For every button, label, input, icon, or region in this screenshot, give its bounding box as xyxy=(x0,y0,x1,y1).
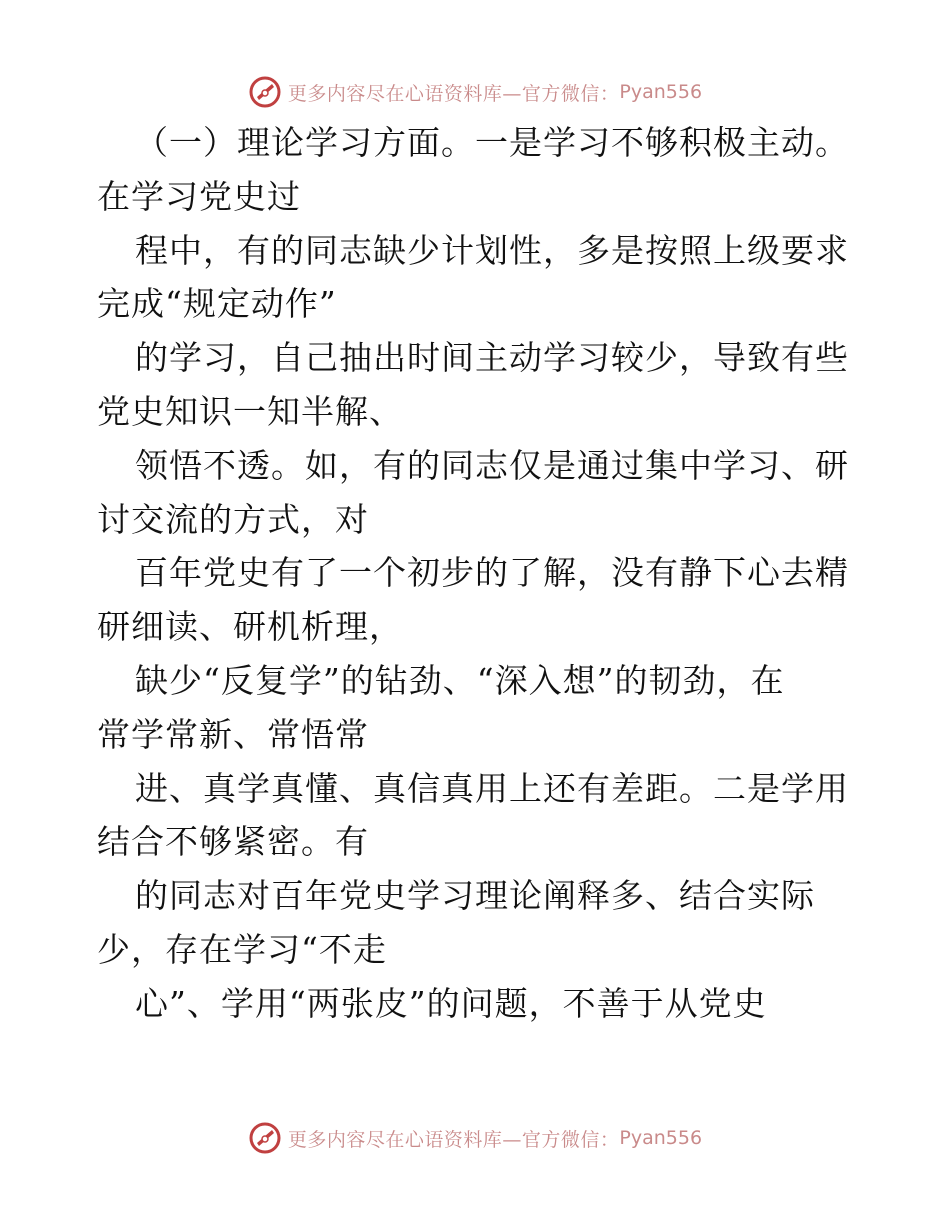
footer-watermark xyxy=(0,1118,950,1158)
body-line: 的同志对百年党史学习理论阐释多、结合实际 xyxy=(135,876,815,916)
header-watermark xyxy=(0,72,950,112)
body-line: 程中，有的同志缺少计划性，多是按照上级要求 xyxy=(135,230,849,270)
document-body xyxy=(97,116,857,1031)
body-line: 缺少“反复学”的钻劲、“深入想”的韧劲，在 xyxy=(135,660,785,700)
body-line: 领悟不透。如，有的同志仅是通过集中学习、研 xyxy=(135,445,849,485)
watermark-handle: Pyan556 xyxy=(619,1127,703,1149)
body-line: （一）理论学习方面。一是学习不够积极主动。 xyxy=(135,123,849,162)
body-line: 少，存在学习“不走 xyxy=(97,929,387,969)
logo-icon xyxy=(248,1121,282,1155)
watermark-text: 更多内容尽在心语资料库—官方微信： xyxy=(287,1128,620,1151)
watermark-handle: Pyan556 xyxy=(619,81,703,103)
logo-icon xyxy=(248,75,282,109)
body-line: 完成“规定动作” xyxy=(97,284,337,324)
body-line: 常学常新、常悟常 xyxy=(97,714,369,754)
body-line: 进、真学真懂、真信真用上还有差距。二是学用 xyxy=(135,768,849,808)
body-line: 百年党史有了一个初步的了解，没有静下心去精 xyxy=(135,553,849,593)
body-line: 心”、学用“两张皮”的问题，不善于从党史 xyxy=(135,983,767,1023)
body-line: 在学习党史过 xyxy=(97,176,301,216)
body-line: 党史知识一知半解、 xyxy=(97,391,403,431)
watermark-text: 更多内容尽在心语资料库—官方微信： xyxy=(287,82,620,105)
body-line: 讨交流的方式，对 xyxy=(97,499,369,539)
body-line: 研细读、研机析理， xyxy=(97,607,403,647)
body-line: 的学习，自己抽出时间主动学习较少，导致有些 xyxy=(135,338,849,378)
body-line: 结合不够紧密。有 xyxy=(97,822,369,862)
